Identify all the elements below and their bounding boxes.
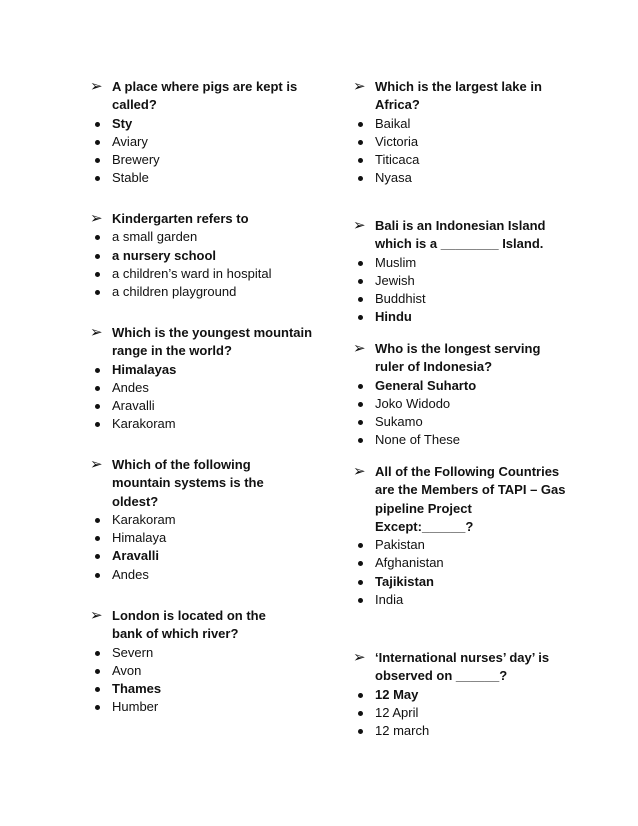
question-title — [353, 78, 568, 115]
arrow-bullet-icon: ➢ — [353, 649, 366, 666]
arrow-bullet-icon: ➢ — [353, 340, 366, 357]
question-text: Kindergarten refers to — [112, 211, 249, 226]
arrow-bullet-icon: ➢ — [353, 217, 366, 234]
question-block — [90, 607, 290, 717]
option-item: Himalayas — [90, 361, 320, 379]
option-item: Jewish — [353, 272, 563, 290]
question-block — [90, 456, 280, 584]
option-item: Hindu — [353, 308, 563, 326]
option-list — [90, 228, 320, 301]
option-item: a children playground — [90, 283, 320, 301]
arrow-bullet-icon: ➢ — [90, 607, 103, 624]
question-block — [353, 217, 563, 327]
option-item: None of These — [353, 431, 553, 449]
question-title — [353, 463, 568, 536]
option-item: Severn — [90, 644, 290, 662]
option-item: Karakoram — [90, 511, 280, 529]
option-item: Tajikistan — [353, 573, 568, 591]
question-title — [90, 210, 320, 228]
option-list — [90, 644, 290, 717]
question-title — [353, 217, 563, 254]
question-block — [90, 324, 320, 434]
option-list — [353, 686, 553, 741]
question-text: Bali is an Indonesian Island which is a ________ Island. — [375, 218, 546, 252]
arrow-bullet-icon: ➢ — [90, 78, 103, 95]
option-item: Stable — [90, 169, 320, 187]
option-item: Afghanistan — [353, 554, 568, 572]
question-text: All of the Following Countries are the Members of TAPI – Gas pipeline Project Except:______? — [375, 464, 566, 534]
option-item: a children’s ward in hospital — [90, 265, 320, 283]
arrow-bullet-icon: ➢ — [90, 324, 103, 341]
question-text: Which is the youngest mountain range in the world? — [112, 325, 313, 359]
option-item: Karakoram — [90, 415, 320, 433]
question-block — [353, 78, 568, 188]
option-item: Thames — [90, 680, 290, 698]
option-item: Victoria — [353, 133, 568, 151]
question-text: A place where pigs are kept is called? — [112, 79, 298, 113]
question-text: ‘International nurses’ day’ is observed on ______? — [375, 650, 550, 684]
option-list — [353, 115, 568, 188]
option-item: a small garden — [90, 228, 320, 246]
question-text: Who is the longest serving ruler of Indonesia? — [375, 341, 541, 375]
option-item: Brewery — [90, 151, 320, 169]
question-block — [90, 78, 320, 188]
question-text: London is located on the bank of which river? — [112, 608, 266, 642]
question-block — [90, 210, 320, 301]
option-item: 12 march — [353, 722, 553, 740]
option-item: Muslim — [353, 254, 563, 272]
question-block — [353, 463, 568, 609]
question-text: Which is the largest lake in Africa? — [375, 79, 542, 113]
option-item: Andes — [90, 566, 280, 584]
question-block — [353, 649, 553, 740]
option-item: 12 May — [353, 686, 553, 704]
question-block — [353, 340, 553, 450]
option-item: Andes — [90, 379, 320, 397]
option-item: Aravalli — [90, 397, 320, 415]
option-list — [90, 115, 320, 188]
arrow-bullet-icon: ➢ — [353, 78, 366, 95]
question-title — [90, 607, 290, 644]
question-title — [90, 324, 320, 361]
option-list — [353, 536, 568, 609]
question-title — [90, 78, 320, 115]
option-item: Buddhist — [353, 290, 563, 308]
option-item: Aviary — [90, 133, 320, 151]
question-title — [353, 340, 553, 377]
arrow-bullet-icon: ➢ — [90, 456, 103, 473]
option-item: Pakistan — [353, 536, 568, 554]
option-item: a nursery school — [90, 247, 320, 265]
option-item: Himalaya — [90, 529, 280, 547]
option-item: Sty — [90, 115, 320, 133]
question-text: Which of the following mountain systems is the oldest? — [112, 457, 264, 509]
option-item: Humber — [90, 698, 290, 716]
option-item: Nyasa — [353, 169, 568, 187]
arrow-bullet-icon: ➢ — [90, 210, 103, 227]
option-item: Aravalli — [90, 547, 280, 565]
option-item: India — [353, 591, 568, 609]
option-item: General Suharto — [353, 377, 553, 395]
option-item: Titicaca — [353, 151, 568, 169]
question-title — [90, 456, 280, 511]
option-list — [353, 377, 553, 450]
question-title — [353, 649, 553, 686]
option-list — [90, 511, 280, 584]
option-item: Sukamo — [353, 413, 553, 431]
option-list — [353, 254, 563, 327]
option-item: Avon — [90, 662, 290, 680]
option-list — [90, 361, 320, 434]
option-item: Joko Widodo — [353, 395, 553, 413]
option-item: 12 April — [353, 704, 553, 722]
arrow-bullet-icon: ➢ — [353, 463, 366, 480]
option-item: Baikal — [353, 115, 568, 133]
